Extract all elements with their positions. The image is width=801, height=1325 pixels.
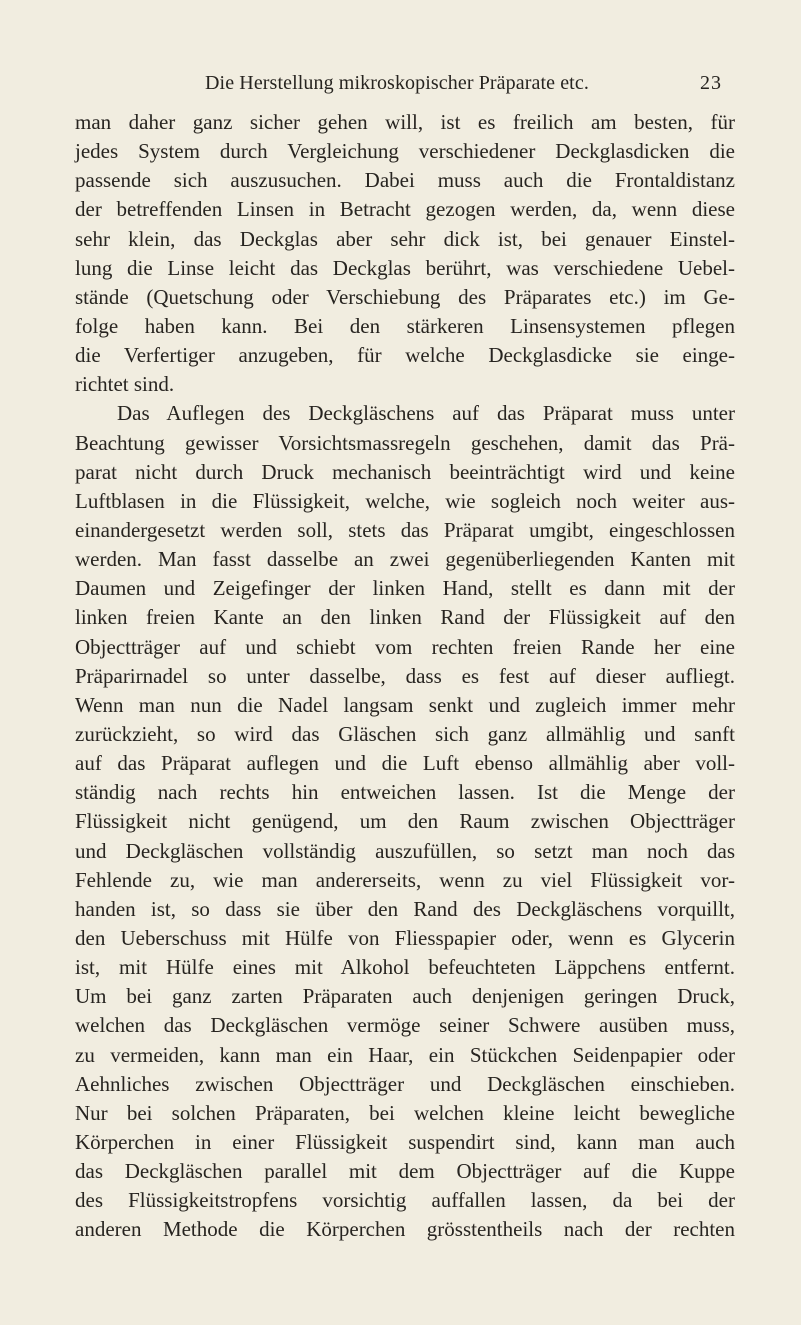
text-line: der betreffenden Linsen in Betracht gezogen werden, da, wenn diese (75, 197, 735, 222)
text-line: Daumen und Zeigefinger der linken Hand, stellt es dann mit der (75, 576, 735, 601)
text-line: welchen das Deckgläschen vermöge seiner Schwere ausüben muss, (75, 1013, 735, 1038)
text-line: handen ist, so dass sie über den Rand des Deckgläschens vorquillt, (75, 896, 735, 921)
text-line: den Ueberschuss mit Hülfe von Fliesspapier oder, wenn es Glycerin (75, 925, 735, 950)
text-line: auf das Präparat auflegen und die Luft ebenso allmählig aber voll- (75, 751, 735, 776)
paragraph-2 (75, 399, 735, 1244)
text-line: Aehnliches zwischen Objectträger und Deckgläschen einschieben. (75, 1071, 735, 1096)
text-line: zu vermeiden, kann man ein Haar, ein Stückchen Seidenpapier oder (75, 1042, 735, 1067)
text-line: passende sich auszusuchen. Dabei muss auch die Frontaldistanz (75, 168, 735, 193)
running-header-title: Die Herstellung mikroskopischer Präparate etc. (205, 72, 589, 94)
text-line: des Flüssigkeitstropfens vorsichtig auffallen lassen, da bei der (75, 1188, 735, 1213)
text-line: Beachtung gewisser Vorsichtsmassregeln geschehen, damit das Prä- (75, 430, 735, 455)
paragraph-1 (75, 108, 735, 399)
text-line: Flüssigkeit nicht genügend, um den Raum zwischen Objectträger (75, 809, 735, 834)
text-line: anderen Methode die Körperchen grösstentheils nach der rechten (75, 1217, 735, 1242)
text-line: Das Auflegen des Deckgläschens auf das Präparat muss unter (117, 401, 735, 426)
text-line: folge haben kann. Bei den stärkeren Linsensystemen pflegen (75, 313, 735, 338)
text-line: die Verfertiger anzugeben, für welche Deckglasdicke sie einge- (75, 343, 735, 368)
text-line: einandergesetzt werden soll, stets das Präparat umgibt, eingeschlossen (75, 517, 735, 542)
text-line: richtet sind. (75, 372, 175, 397)
text-line: zurückzieht, so wird das Gläschen sich ganz allmählig und sanft (75, 721, 735, 746)
text-line: linken freien Kante an den linken Rand der Flüssigkeit auf den (75, 605, 735, 630)
text-line: Nur bei solchen Präparaten, bei welchen kleine leicht bewegliche (75, 1100, 735, 1125)
body-text (75, 108, 735, 1244)
text-line: Präparirnadel so unter dasselbe, dass es fest auf dieser aufliegt. (75, 663, 735, 688)
text-line: das Deckgläschen parallel mit dem Objectträger auf die Kuppe (75, 1159, 735, 1184)
text-line: Körperchen in einer Flüssigkeit suspendirt sind, kann man auch (75, 1129, 735, 1154)
text-line: parat nicht durch Druck mechanisch beeinträchtigt wird und keine (75, 459, 735, 484)
text-line: und Deckgläschen vollständig auszufüllen, so setzt man noch das (75, 838, 735, 863)
text-line: stände (Quetschung oder Verschiebung des Präparates etc.) im Ge- (75, 284, 735, 309)
text-line: Fehlende zu, wie man andererseits, wenn zu viel Flüssigkeit vor- (75, 867, 735, 892)
text-line: Objectträger auf und schiebt vom rechten freien Rande her eine (75, 634, 735, 659)
text-line: Luftblasen in die Flüssigkeit, welche, wie sogleich noch weiter aus- (75, 488, 735, 513)
text-line: Wenn man nun die Nadel langsam senkt und zugleich immer mehr (75, 692, 735, 717)
text-line: lung die Linse leicht das Deckglas berührt, was verschiedene Uebel- (75, 255, 735, 280)
text-line: Um bei ganz zarten Präparaten auch denjenigen geringen Druck, (75, 984, 735, 1009)
text-line: man daher ganz sicher gehen will, ist es freilich am besten, für (75, 110, 735, 134)
page-number: 23 (700, 72, 722, 94)
text-line: ständig nach rechts hin entweichen lassen. Ist die Menge der (75, 780, 735, 805)
text-line: sehr klein, das Deckglas aber sehr dick ist, bei genauer Einstel- (75, 226, 735, 251)
text-line: ist, mit Hülfe eines mit Alkohol befeuchteten Läppchens entfernt. (75, 955, 735, 980)
text-line: werden. Man fasst dasselbe an zwei gegenüberliegenden Kanten mit (75, 547, 735, 572)
text-line: jedes System durch Vergleichung verschiedener Deckglasdicken die (75, 139, 735, 164)
